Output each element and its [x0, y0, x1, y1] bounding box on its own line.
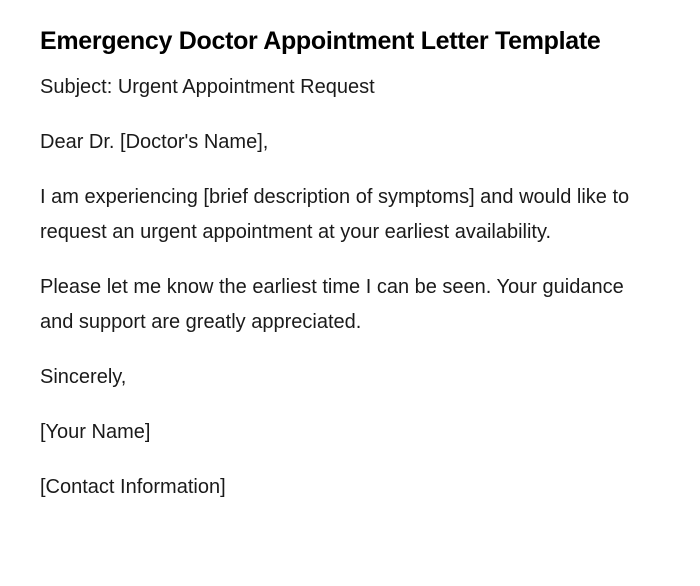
salutation: Dear Dr. [Doctor's Name],	[40, 131, 269, 153]
page-title: Emergency Doctor Appointment Letter Template	[40, 27, 601, 55]
body-paragraph-request: Please let me know the earliest time I can be seen. Your guidance and support are greatly appreciated.	[40, 276, 624, 333]
signature-name: [Your Name]	[40, 421, 151, 443]
subject-line: Subject: Urgent Appointment Request	[40, 76, 375, 98]
letter-template	[40, 24, 640, 525]
body-paragraph-symptoms: I am experiencing [brief description of symptoms] and would like to request an urgent appointment at your earliest availability.	[40, 186, 630, 243]
contact-information: [Contact Information]	[40, 476, 226, 498]
closing: Sincerely,	[40, 366, 127, 388]
